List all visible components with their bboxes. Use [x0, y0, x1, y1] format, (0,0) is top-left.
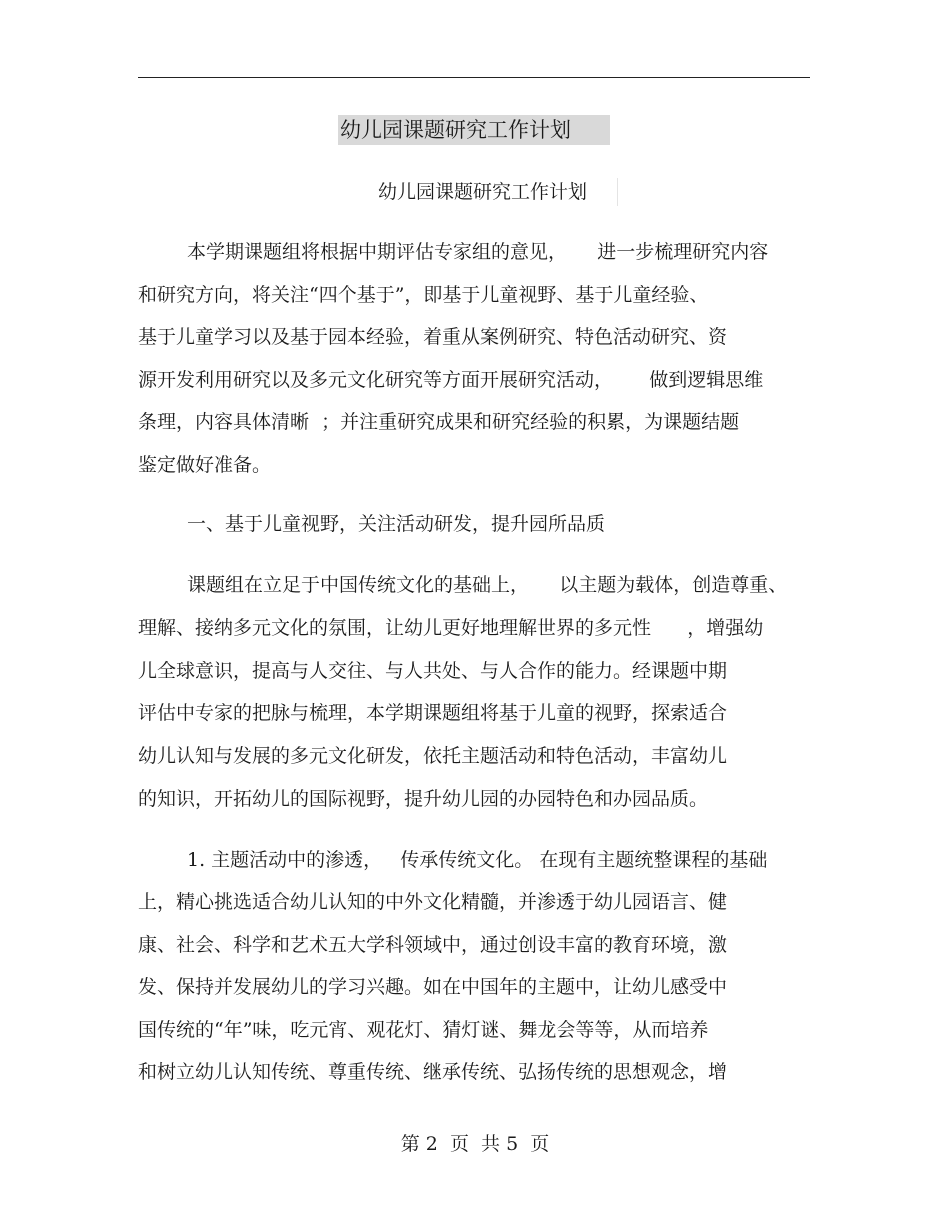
paragraph-line: 鉴定做好准备。	[138, 454, 272, 476]
paragraph-line: 和树立幼儿认知传统、尊重传统、继承传统、弘扬传统的思想观念，增	[138, 1061, 728, 1083]
paragraph-line: 评估中专家的把脉与梳理，本学期课题组将基于儿童的视野，探索适合	[138, 702, 728, 724]
page-footer: 第 2 页 共 5 页	[400, 1133, 550, 1155]
paragraph-line: 源开发利用研究以及多元文化研究等方面开展研究活动， 做到逻辑思维	[138, 369, 764, 391]
paragraph-line: 本学期课题组将根据中期评估专家组的意见， 进一步梳理研究内容	[187, 241, 769, 263]
paragraph-line: 国传统的“年”味，吃元宵、观花灯、猜灯谜、舞龙会等等，从而培养	[138, 1019, 709, 1041]
document-title: 幼儿园课题研究工作计划	[338, 115, 610, 145]
section-heading: 一、基于儿童视野，关注活动研发，提升园所品质	[187, 513, 606, 535]
paragraph-line: 康、社会、科学和艺术五大学科领域中，通过创设丰富的教育环境，激	[138, 934, 728, 956]
paragraph-line: 理解、接纳多元文化的氛围，让幼儿更好地理解世界的多元性 ，增强幼	[138, 617, 764, 639]
paragraph-line: 条理，内容具体清晰 ；并注重研究成果和研究经验的积累，为课题结题	[138, 411, 740, 433]
paragraph-line: 1. 主题活动中的渗透， 传承传统文化。 在现有主题统整课程的基础	[187, 849, 768, 871]
paragraph-line: 上，精心挑选适合幼儿认知的中外文化精髓，并渗透于幼儿园语言、健	[138, 891, 728, 913]
paragraph-line: 发、保持并发展幼儿的学习兴趣。如在中国年的主题中，让幼儿感受中	[138, 976, 728, 998]
paragraph-line: 课题组在立足于中国传统文化的基础上， 以主题为载体，创造尊重、	[187, 574, 788, 596]
paragraph-line: 的知识，开拓幼儿的国际视野，提升幼儿园的办园特色和办园品质。	[138, 788, 709, 810]
header-rule	[138, 77, 810, 78]
paragraph-line: 和研究方向，将关注“四个基于”，即基于儿童视野、基于儿童经验、	[138, 284, 709, 306]
paragraph-line: 儿全球意识，提高与人交往、与人共处、与人合作的能力。经课题中期	[138, 660, 728, 682]
paragraph-line: 基于儿童学习以及基于园本经验，着重从案例研究、特色活动研究、资	[138, 326, 728, 348]
paragraph-line: 幼儿认知与发展的多元文化研发，依托主题活动和特色活动，丰富幼儿	[138, 745, 728, 767]
document-subtitle: 幼儿园课题研究工作计划	[378, 178, 618, 206]
